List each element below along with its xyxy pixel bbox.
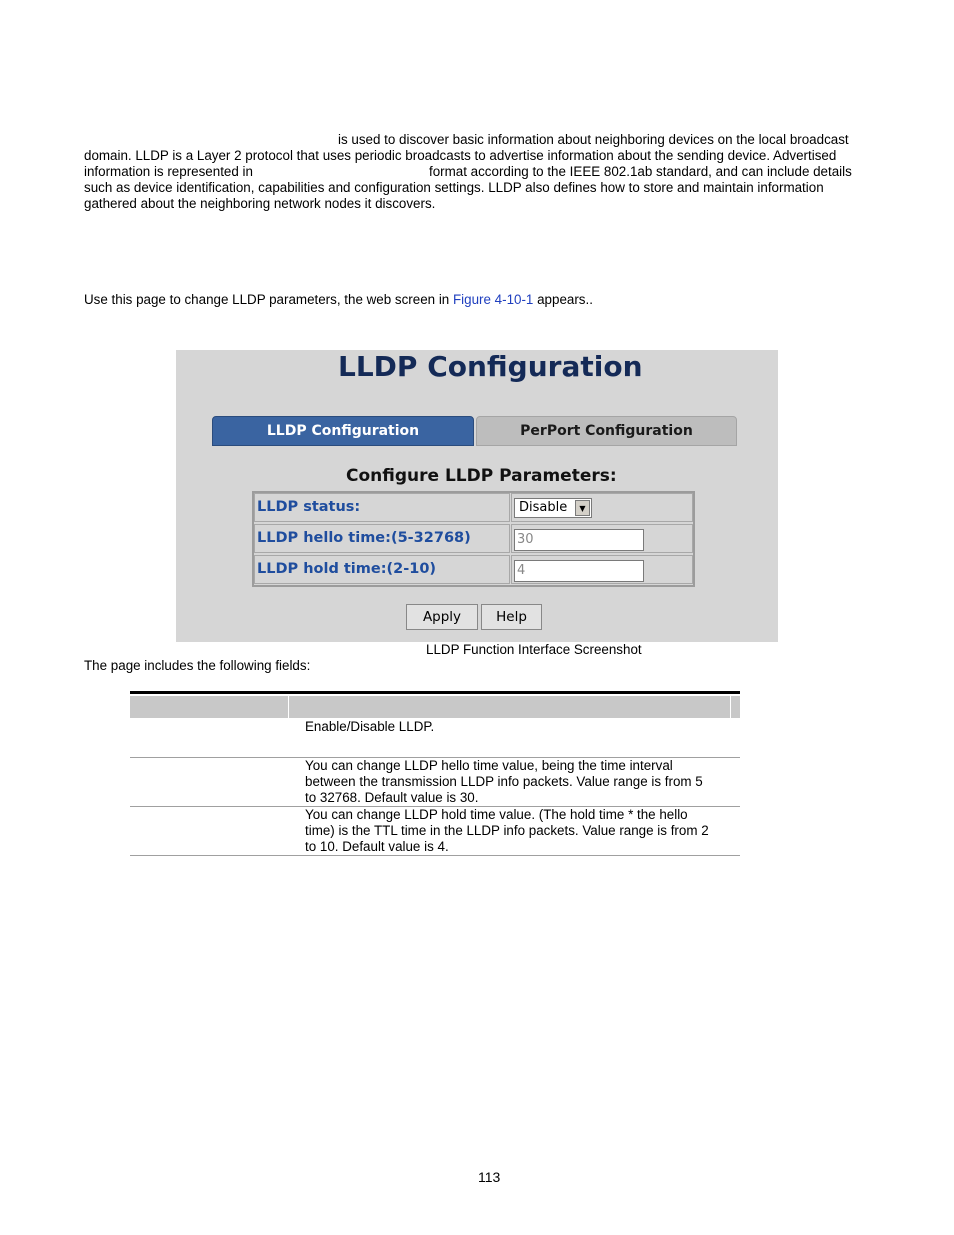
figure-link[interactable]: Figure 4-10-1 [452, 292, 534, 307]
param-row-status [254, 493, 693, 524]
chevron-down-icon[interactable]: ▼ [575, 500, 590, 516]
lldp-parameters-table [252, 491, 695, 587]
lldp-hello-time-cell [511, 524, 693, 553]
field-desc-line: time) is the TTL time in the LLDP info packets. Value range is from 2 [305, 823, 709, 838]
header-divider [288, 696, 289, 718]
intro-line-1: is used to discover basic information about neighboring devices on the local broadcast [338, 132, 849, 147]
figure-caption: LLDP Function Interface Screenshot [426, 642, 642, 657]
tab-lldp-configuration[interactable]: LLDP Configuration [212, 416, 474, 446]
lldp-hold-time-input[interactable]: 4 [514, 560, 644, 582]
lldp-status-select[interactable] [514, 498, 592, 518]
page-number: 113 [478, 1169, 501, 1185]
table-top-rule [130, 691, 740, 694]
lldp-hello-time-input[interactable]: 30 [514, 529, 644, 551]
intro-line-3a: information is represented in [84, 164, 253, 179]
field-desc-line: to 32768. Default value is 30. [305, 790, 479, 805]
param-row-hello-time [254, 524, 693, 555]
intro-line-2: domain. LLDP is a Layer 2 protocol that uses periodic broadcasts to advertise information about the sending device. Advertised [84, 148, 837, 163]
table-row-hold-time [130, 807, 740, 856]
apply-button[interactable]: Apply [406, 604, 478, 630]
field-desc-line: to 10. Default value is 4. [305, 839, 449, 854]
param-row-hold-time [254, 555, 693, 586]
fields-intro: The page includes the following fields: [84, 658, 311, 673]
field-desc-line: Enable/Disable LLDP. [305, 719, 435, 734]
lldp-hold-time-cell [511, 555, 693, 584]
table-row-hello-time [130, 758, 740, 807]
field-desc-line: You can change LLDP hello time value, being the time interval [305, 758, 673, 773]
help-button[interactable]: Help [481, 604, 542, 630]
usage-sentence [84, 292, 593, 308]
usage-text-after: appears.. [537, 292, 593, 307]
table-header-row [130, 696, 740, 718]
intro-line-3b: format according to the IEEE 802.1ab standard, and can include details [429, 164, 852, 179]
lldp-hold-time-label: LLDP hold time:(2-10) [254, 555, 510, 584]
lldp-config-screenshot [176, 350, 778, 642]
lldp-status-label: LLDP status: [254, 493, 510, 522]
screenshot-title: LLDP Configuration [338, 350, 643, 383]
lldp-hello-time-label: LLDP hello time:(5-32768) [254, 524, 510, 553]
intro-line-5: gathered about the neighboring network nodes it discovers. [84, 196, 436, 211]
field-desc-line: between the transmission LLDP info packets. Value range is from 5 [305, 774, 703, 789]
field-desc-line: You can change LLDP hold time value. (The hold time * the hello [305, 807, 688, 822]
header-divider-right [730, 696, 731, 718]
section-title: Configure LLDP Parameters: [346, 466, 617, 486]
usage-text-before: Use this page to change LLDP parameters, the web screen in [84, 292, 450, 307]
tab-perport-configuration[interactable]: PerPort Configuration [476, 416, 737, 446]
lldp-status-selected: Disable [519, 500, 568, 515]
table-row-status [130, 719, 740, 758]
intro-line-4: such as device identification, capabilities and configuration settings. LLDP also defines how to store and maintain information [84, 180, 824, 195]
lldp-status-cell [511, 493, 693, 522]
